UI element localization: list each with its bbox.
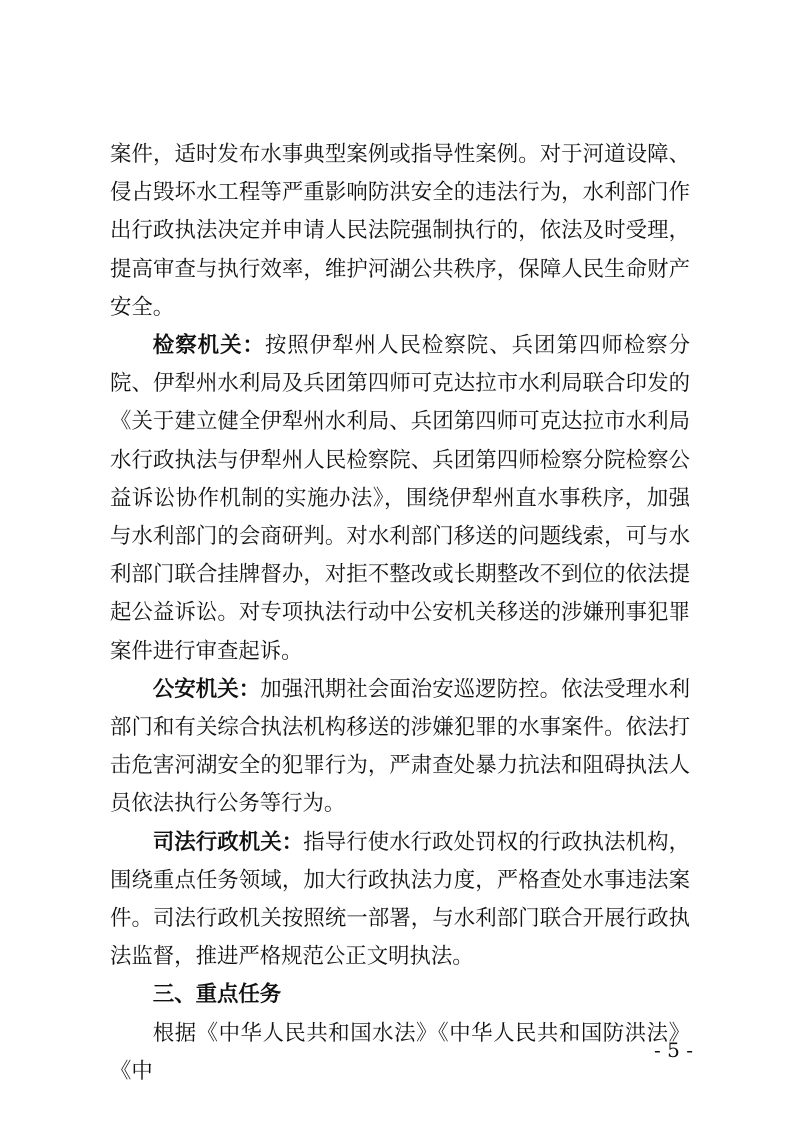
page-number: - 5 - [654, 1038, 693, 1062]
paragraph-text: 案件，适时发布水事典型案例或指导性案例。对于河道设障、侵占毁坏水工程等严重影响防洪安全的违法行为，水利部门作出行政执法决定并申请人民法院强制执行的，依法及时受理，提高审查与执行效率，维护河湖公共秩序，保障人民生命财产安全。 [110, 142, 690, 320]
paragraph-lead-procuratorate: 检察机关： [152, 333, 265, 359]
paragraph-judicial-admin [110, 824, 690, 977]
section-heading: 三、重点任务 [152, 982, 282, 1008]
paragraph-lead-public-security: 公安机关： [152, 676, 261, 702]
paragraph-text: 指导行使水行政处罚权的行政执法机构，围绕重点任务领域，加大行政执法力度，严格查处水事违法案件。司法行政机关按照统一部署，与水利部门联合开展行政执法监督，推进严格规范公正文明执法。 [110, 829, 690, 970]
paragraph-text: 根据《中华人民共和国水法》《中华人民共和国防洪法》《中 [110, 1020, 690, 1084]
paragraph-public-security [110, 671, 690, 824]
paragraph-procuratorate [110, 327, 690, 671]
paragraph-text: 加强汛期社会面治安巡逻防控。依法受理水利部门和有关综合执法机构移送的涉嫌犯罪的水事案件。依法打击危害河湖安全的犯罪行为，严肃查处暴力抗法和阻碍执法人员依法执行公务等行为。 [110, 676, 690, 817]
paragraph-text: 按照伊犁州人民检察院、兵团第四师检察分院、伊犁州水利局及兵团第四师可克达拉市水利局联合印发的《关于建立健全伊犁州水利局、兵团第四师可克达拉市水利局水行政执法与伊犁州人民检察院、兵团第四师检察分院检察公益诉讼协作机制的实施办法》，围绕伊犁州直水事秩序，加强与水利部门的会商研判。对水利部门移送的问题线索，可与水利部门联合挂牌督办，对拒不整改或长期整改不到位的依法提起公益诉讼。对专项执法行动中公安机关移送的涉嫌刑事犯罪案件进行审查起诉。 [110, 333, 690, 664]
paragraph-lead-judicial-admin: 司法行政机关： [152, 829, 304, 855]
paragraph-key-tasks [110, 1015, 690, 1091]
paragraph-court-continuation [110, 136, 690, 327]
document-body [110, 136, 690, 1091]
